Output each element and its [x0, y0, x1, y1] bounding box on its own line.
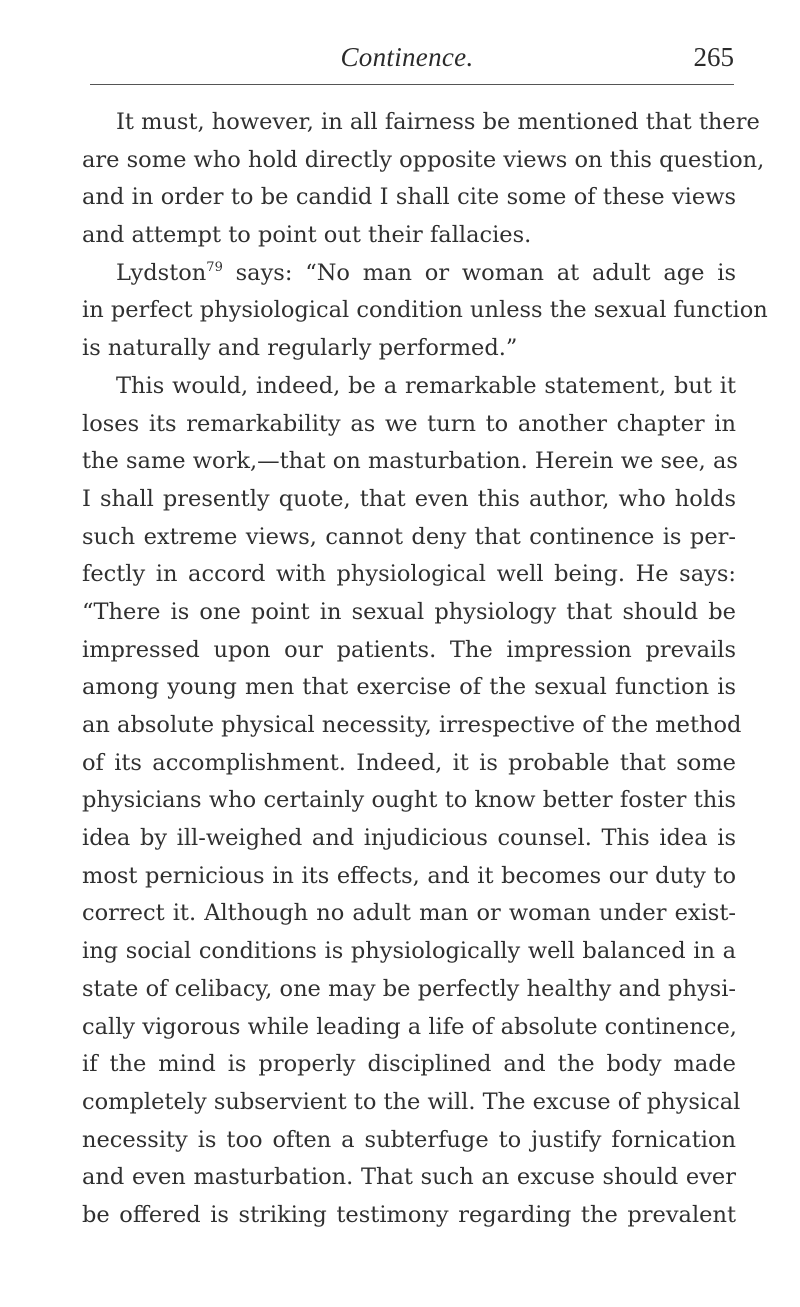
text-line: and even masturbation. That such an excuse should ever: [82, 1164, 736, 1191]
text-line: correct it. Although no adult man or woman under exist-: [82, 900, 736, 927]
text-line: ing social conditions is physiologically well balanced in a: [82, 938, 736, 965]
text-line-lydston: [82, 255, 736, 293]
text-line: This would, indeed, be a remarkable statement, but it: [116, 372, 736, 399]
footnote-reference: 79: [206, 259, 223, 275]
text-line: fectly in accord with physiological well being. He says:: [82, 561, 736, 588]
text-line: an absolute physical necessity, irrespective of the method: [82, 712, 742, 738]
text-line: is naturally and regularly performed.”: [82, 335, 518, 362]
text-line: I shall presently quote, that even this author, who holds: [82, 485, 736, 512]
text-line: among young men that exercise of the sexual function is: [82, 674, 736, 701]
text-line: state of celibacy, one may be perfectly healthy and physi-: [82, 975, 736, 1002]
text-line: impressed upon our patients. The impression prevails: [82, 636, 736, 663]
text-line: in perfect physiological condition unless the sexual function: [82, 297, 768, 324]
text-line: idea by ill-weighed and injudicious counsel. This idea is: [82, 825, 736, 852]
text-line: such extreme views, cannot deny that continence is per-: [82, 523, 736, 550]
author-name: Lydston: [116, 259, 207, 286]
text-line: necessity is too often a subterfuge to justify fornication: [82, 1126, 736, 1153]
text-line: most pernicious in its effects, and it becomes our duty to: [82, 862, 736, 889]
text-line: if the mind is properly disciplined and the body made: [82, 1051, 736, 1078]
body-text: [82, 104, 768, 1235]
text-line: and in order to be candid I shall cite some of these views: [82, 184, 736, 211]
text-line: the same work,—that on masturbation. Herein we see, as: [82, 448, 738, 475]
text-line: cally vigorous while leading a life of absolute continence,: [82, 1013, 737, 1040]
page-number: 265: [693, 42, 734, 72]
running-title: Continence.: [340, 42, 474, 72]
text-line: physicians who certainly ought to know better foster this: [82, 787, 736, 814]
text-line: completely subservient to the will. The excuse of physical: [82, 1088, 741, 1115]
quote-start: says: “No man or woman at adult age is: [222, 259, 736, 286]
text-line: be offered is striking testimony regarding the prevalent: [82, 1201, 736, 1228]
text-line: loses its remarkability as we turn to another chapter in: [82, 410, 736, 437]
page-header: [80, 40, 734, 74]
text-line: and attempt to point out their fallacies.: [82, 222, 532, 249]
header-rule: [90, 84, 734, 85]
text-line: of its accomplishment. Indeed, it is probable that some: [82, 749, 736, 776]
text-line: are some who hold directly opposite views on this question,: [82, 146, 765, 173]
text-line: It must, however, in all fairness be mentioned that there: [116, 109, 760, 135]
text-line: “There is one point in sexual physiology that should be: [82, 598, 736, 625]
